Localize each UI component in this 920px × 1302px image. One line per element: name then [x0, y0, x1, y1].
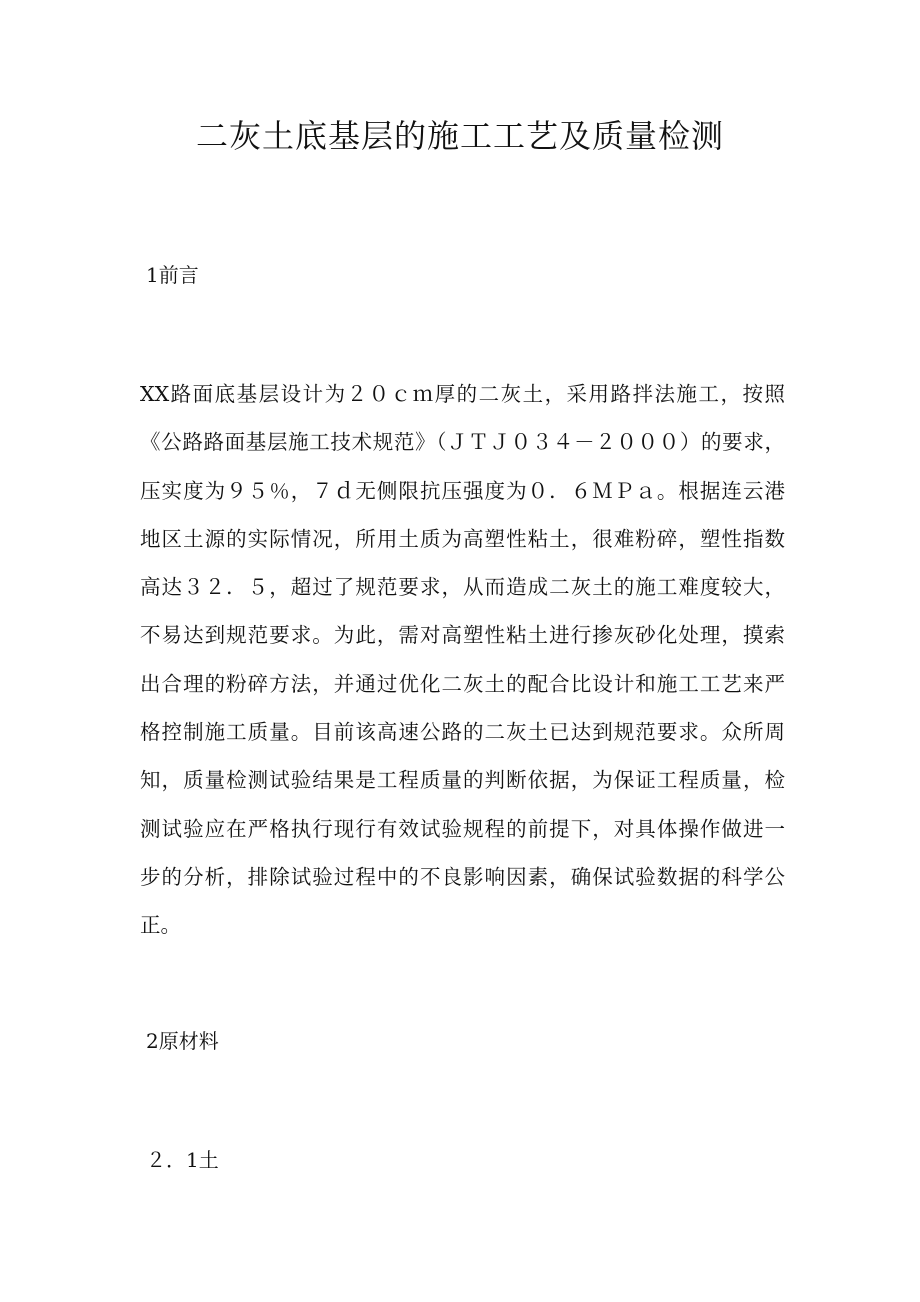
- paragraph-line: 高达３２．５，超过了规范要求，从而造成二灰土的施工难度较大，: [140, 575, 785, 600]
- paragraph-line: 不易达到规范要求。为此，需对高塑性粘土进行掺灰砂化处理，摸索: [140, 623, 785, 648]
- introduction-paragraph: [140, 376, 785, 956]
- paragraph-line: XX路面底基层设计为２０ｃｍ厚的二灰土，采用路拌法施工，按照: [140, 382, 785, 406]
- paragraph-line: 格控制施工质量。目前该高速公路的二灰土已达到规范要求。众所周: [140, 720, 785, 745]
- paragraph-line: 出合理的粉碎方法，并通过优化二灰土的配合比设计和施工工艺来严: [140, 671, 785, 696]
- paragraph-line: 压实度为９５％，７ｄ无侧限抗压强度为０．６ＭＰａ。根据连云港: [140, 478, 785, 503]
- paragraph-line: 知，质量检测试验结果是工程质量的判断依据，为保证工程质量，检: [140, 768, 785, 793]
- paragraph-line: 《公路路面基层施工技术规范》（ＪＴＪ０３４－２０００）的要求，: [140, 430, 785, 455]
- paragraph-line: 步的分析，排除试验过程中的不良影响因素，确保试验数据的科学公: [140, 864, 785, 889]
- paragraph-line: 正。: [140, 913, 181, 938]
- section-heading-introduction: 1前言: [146, 263, 199, 287]
- paragraph-line: 地区土源的实际情况，所用土质为高塑性粘土，很难粉碎，塑性指数: [140, 526, 785, 551]
- document-title: 二灰土底基层的施工工艺及质量检测: [195, 117, 724, 155]
- subsection-heading-soil: ２．1土: [146, 1148, 219, 1172]
- section-heading-raw-materials: 2原材料: [146, 1029, 219, 1053]
- paragraph-line: 测试验应在严格执行现行有效试验规程的前提下，对具体操作做进一: [140, 816, 785, 841]
